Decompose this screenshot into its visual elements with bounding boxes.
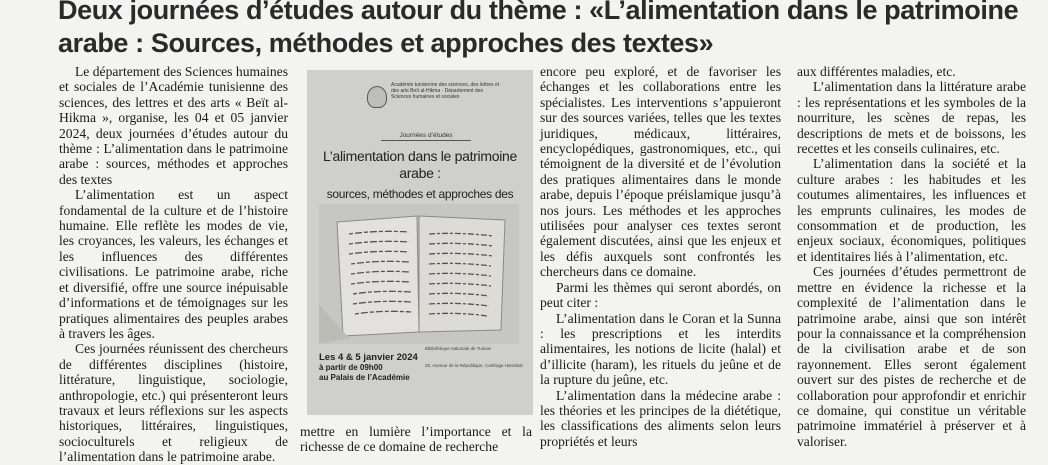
poster-dates [319, 353, 429, 383]
paragraph: encore peu exploré, et de favoriser les échanges et les collaborations entre les spécialistes. Les interventions s’appuieront sur des sources variées, telles que les textes juridiques, médicaux, littéraires, encyclopédiques, gastronomiques, etc., qui témoignent de la diversité et de l’évolution des pratiques alimentaires dans le monde arabe, depuis l’époque préislamique jusqu’à nos jours. Les méthodes et les approches utilisées pour analyser ces textes seront également discutées, ainsi que les enjeux et les défis auxquels sont confrontés les chercheurs dans ce domaine. [540, 64, 781, 280]
paragraph: aux différentes maladies, etc. [797, 64, 956, 79]
paragraph: L’alimentation est un aspect fondamental de la culture et de l’histoire humaine. Elle reflète les modes de vie, les croyances, les valeurs, les échanges et les influences des différentes civilisations. Le patrimoine arabe, riche et diversifié, offre une source inépuisable d’informations et de témoignages sur les pratiques alimentaires des peuples arabes à travers les âges. [59, 187, 288, 341]
poster-place: au Palais de l’Académie [319, 373, 410, 382]
article-column-2 [540, 64, 781, 449]
poster-date: Les 4 & 5 janvier 2024 [319, 352, 418, 363]
paragraph: L’alimentation dans la médecine arabe : les théories et les principes de la diététique, les classifications des aliments selon leurs propriétés et leurs [540, 387, 781, 449]
poster-time: à partir de 09h00 [319, 363, 383, 372]
poster-image-caption: Bibliothèque nationale de Tunisie [425, 346, 492, 351]
event-poster [307, 70, 533, 415]
manuscript-image [319, 204, 519, 344]
article-headline: Deux journées d’études autour du thème : «L’alimentation dans le patrimoine arabe : Sources, méthodes et approches des textes» [58, 0, 1019, 58]
article-column-3 [797, 64, 1026, 449]
poster-title-line-1: L’alimentation dans le patrimoine arabe : [322, 148, 517, 181]
poster-academy-name: Académie tunisienne des sciences, des lettres et des arts Beït al-Hikma · Département des Sciences humaines et sociales [391, 82, 500, 100]
academy-logo-icon [367, 86, 387, 108]
poster-event-label: Journées d’études [381, 132, 471, 141]
article-column-1-continuation: mettre en lumière l’importance et la richesse de ce domaine de recherche [300, 424, 532, 455]
poster-address: 25, Avenue de la République, Carthage Hannibal [425, 363, 523, 368]
paragraph: L’alimentation dans le Coran et la Sunna : les prescriptions et les interdits alimentaires, les notions de licite (halal) et d’illicite (haram), les rituels du jeûne et de la rupture du jeûne, etc. [540, 310, 781, 388]
paragraph: L’alimentation dans la société et la culture arabes : les habitudes et les coutumes alimentaires, les influences et les emprunts culinaires, les modes de consommation et de production, les enjeux sociaux, économiques, politiques et identitaires liés à l’alimentation, etc. [797, 156, 1026, 264]
paragraph: Parmi les thèmes qui seront abordés, on peut citer : [540, 279, 781, 311]
paragraph: Ces journées d’études permettront de mettre en évidence la richesse et la complexité de l’alimentation dans le patrimoine arabe, ainsi que son intérêt pour la connaissance et la compréhension de la civilisation arabe et de son rayonnement. Elles seront également ouvert sur des pistes de recherche et de collaboration pour approfondir et enrichir ce domaine, qui constitue un véritable patrimoine immatériel à préserver et à valoriser. [797, 264, 1026, 449]
paragraph: L’alimentation dans la littérature arabe : les représentations et les symboles de la nourriture, les scènes de repas, les descriptions de mets et de boissons, les recettes et les conseils culinaires, etc. [797, 79, 1026, 157]
paragraph: Le département des Sciences humaines et sociales de l’Académie tunisienne des sciences, des lettres et des arts « Beït al-Hikma », organise, les 04 et 05 janvier 2024, deux journées d’études autour du thème : L’alimentation dans le patrimoine arabe : sources, méthodes et approches des textes [59, 64, 288, 187]
poster-title-line-2: sources, méthodes et approches des [326, 187, 514, 201]
article-column-1 [59, 64, 288, 465]
paragraph: Ces journées réunissent des chercheurs de différentes disciplines (histoire, littérature, linguistique, sociologie, anthropologie, etc.) qui présenteront leurs travaux et leurs réflexions sur les aspects historiques, littéraires, linguistiques, socioculturels et religieux de l’alimentation dans le patrimoine arabe. [59, 341, 288, 465]
